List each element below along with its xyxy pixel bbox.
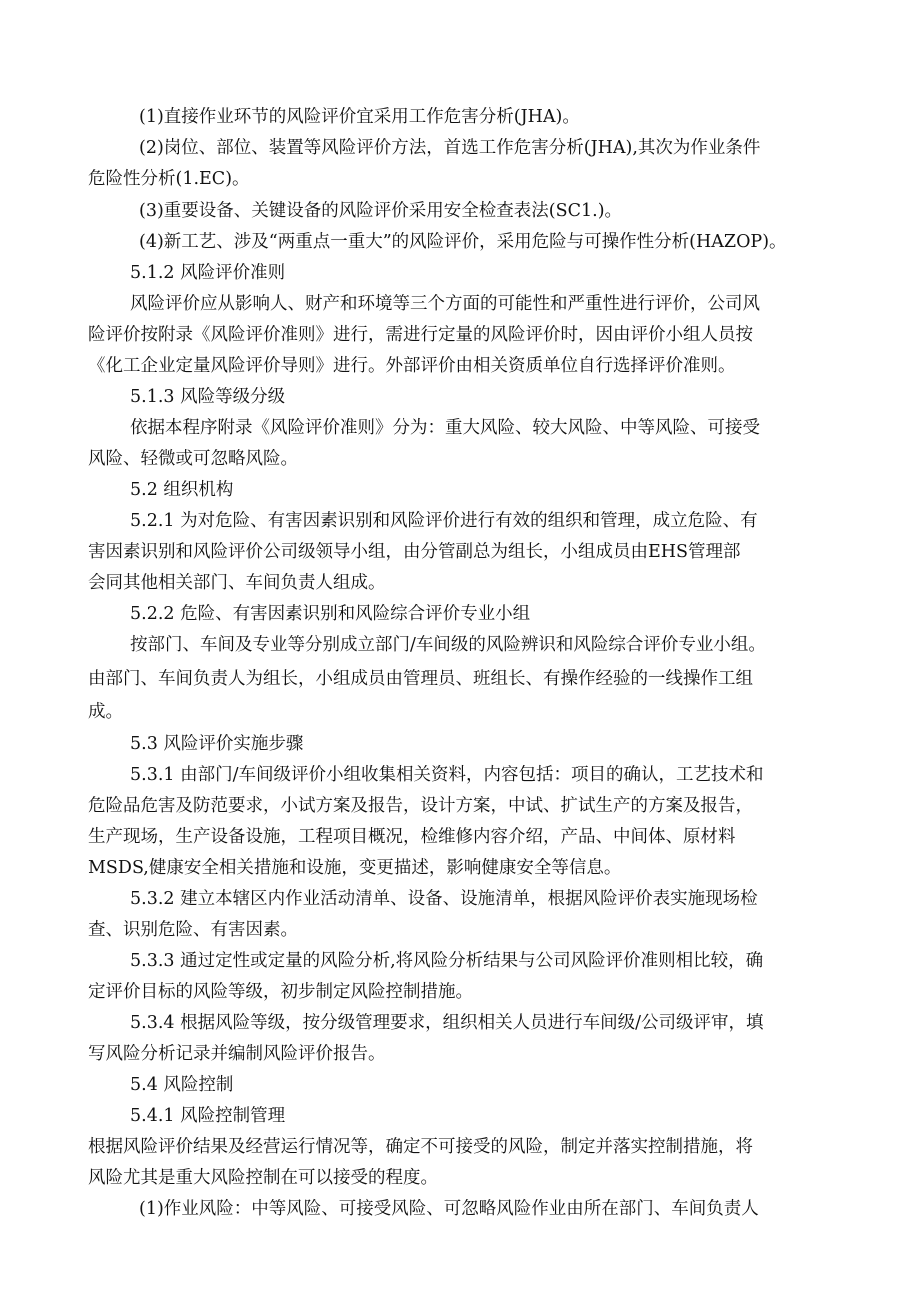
text-line: 险评价按附录《风险评价准则》进行，需进行定量的风险评价时，因由评价小组人员按: [88, 325, 753, 345]
text-line: 依据本程序附录《风险评价准则》分为：重大风险、较大风险、中等风险、可接受: [130, 418, 760, 438]
section-heading: 5.3 风险评价实施步骤: [130, 734, 304, 754]
text-line: 按部门、车间及专业等分别成立部门/车间级的风险辨识和风险综合评价专业小组。: [130, 635, 766, 655]
text-line: 害因素识别和风险评价公司级领导小组，由分管副总为组长，小组成员由EHS管理部: [88, 542, 741, 562]
text-line: (4)新工艺、涉及“两重点一重大”的风险评价，采用危险与可操作性分析(HAZOP)。: [139, 232, 787, 252]
text-line: 查、识别危险、有害因素。: [88, 920, 298, 940]
text-line: 5.2.1 为对危险、有害因素识别和风险评价进行有效的组织和管理，成立危险、有: [130, 511, 758, 531]
section-heading: 5.2.2 危险、有害因素识别和风险综合评价专业小组: [130, 604, 531, 624]
section-heading: 5.1.2 风险评价准则: [130, 263, 286, 283]
text-line: 会同其他相关部门、车间负责人组成。: [88, 573, 386, 593]
text-line: 定评价目标的风险等级，初步制定风险控制措施。: [88, 982, 473, 1002]
text-line: 5.3.3 通过定性或定量的风险分析,将风险分析结果与公司风险评价准则相比较，确: [130, 951, 764, 971]
text-line: 《化工企业定量风险评价导则》进行。外部评价由相关资质单位自行选择评价准则。: [88, 356, 736, 376]
text-line: (3)重要设备、关键设备的风险评价采用安全检查表法(SC1.)。: [139, 201, 623, 221]
text-line: (1)直接作业环节的风险评价宜采用工作危害分析(JHA)。: [139, 107, 580, 127]
text-line: 风险尤其是重大风险控制在可以接受的程度。: [88, 1168, 438, 1188]
text-line: (2)岗位、部位、装置等风险评价方法，首选工作危害分析(JHA),其次为作业条件: [139, 138, 761, 158]
text-line: 危险性分析(1.EC)。: [88, 169, 250, 189]
text-line: (1)作业风险：中等风险、可接受风险、可忽略风险作业由所在部门、车间负责人: [139, 1199, 759, 1219]
section-heading: 5.1.3 风险等级分级: [130, 387, 286, 407]
section-heading: 5.4 风险控制: [130, 1075, 234, 1095]
text-line: 生产现场，生产设备设施，工程项目概况，检维修内容介绍，产品、中间体、原材料: [88, 827, 736, 847]
text-line: 危险品危害及防范要求，小试方案及报告，设计方案，中试、扩试生产的方案及报告，: [88, 796, 753, 816]
text-line: 风险、轻微或可忽略风险。: [88, 449, 298, 469]
text-line: 5.3.4 根据风险等级，按分级管理要求，组织相关人员进行车间级/公司级评审，填: [130, 1013, 764, 1033]
section-heading: 5.4.1 风险控制管理: [130, 1106, 286, 1126]
text-line: 成。: [88, 702, 123, 722]
text-line: 根据风险评价结果及经营运行情况等，确定不可接受的风险，制定并落实控制措施，将: [88, 1137, 753, 1157]
section-heading: 5.2 组织机构: [130, 480, 234, 500]
text-line: 风险评价应从影响人、财产和环境等三个方面的可能性和严重性进行评价，公司风: [130, 294, 760, 314]
text-line: 写风险分析记录并编制风险评价报告。: [88, 1044, 386, 1064]
text-line: 5.3.1 由部门/车间级评价小组收集相关资料，内容包括：项目的确认，工艺技术和: [130, 765, 764, 785]
text-line: 由部门、车间负责人为组长，小组成员由管理员、班组长、有操作经验的一线操作工组: [88, 669, 753, 689]
text-line: 5.3.2 建立本辖区内作业活动清单、设备、设施清单，根据风险评价表实施现场检: [130, 889, 758, 909]
text-line: MSDS,健康安全相关措施和设施，变更描述，影响健康安全等信息。: [88, 858, 622, 878]
